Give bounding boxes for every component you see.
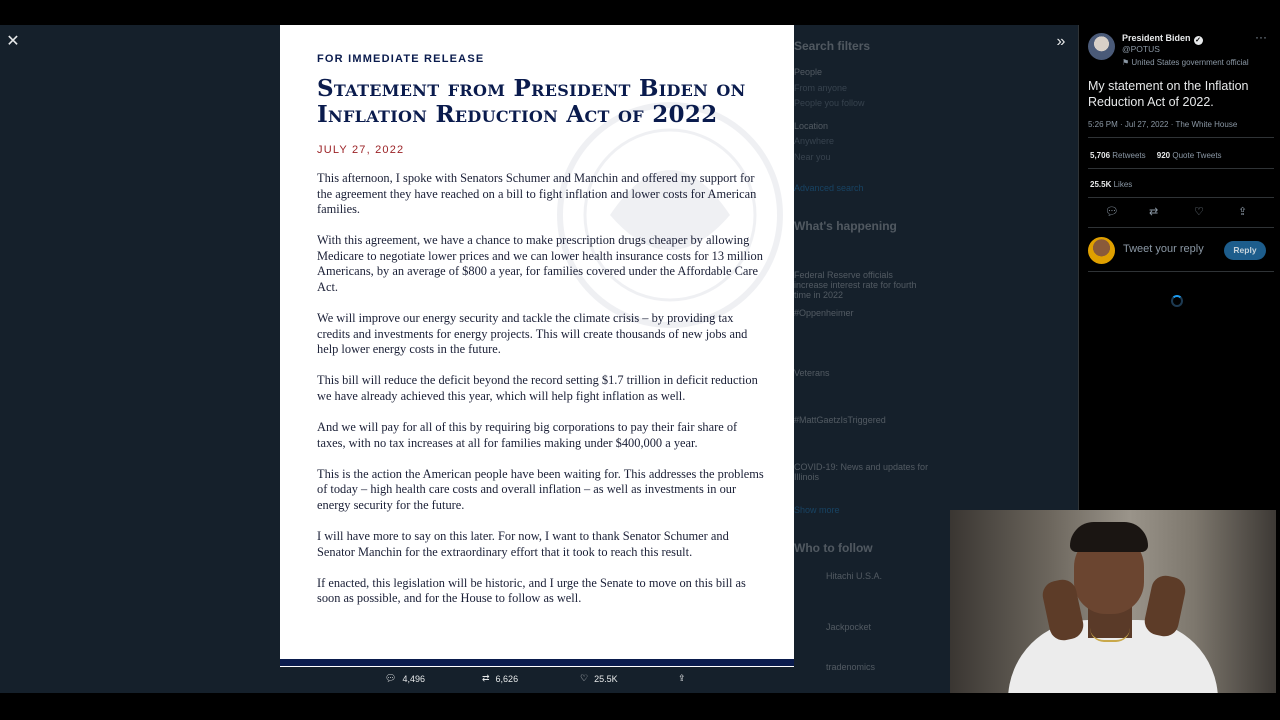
heart-icon[interactable]: ♡ — [1194, 206, 1204, 218]
search-filters-heading: Search filters — [794, 39, 871, 53]
release-paragraph: This bill will reduce the deficit beyond the record setting $1.7 trillion in deficit reduction we have already achieved this year, which will help fight inflation as well. — [317, 373, 758, 404]
double-chevron-right-icon[interactable]: » — [1056, 33, 1066, 50]
retweet-stats[interactable] — [1090, 151, 1222, 160]
release-paragraph: We will improve our energy security and tackle the climate crisis – by providing tax credits and investments for energy projects. This will create thousands of new jobs and help lower energy costs in the future. — [317, 311, 748, 357]
government-label — [1122, 58, 1249, 67]
from-anyone-option: From anyone — [794, 83, 848, 93]
display-name-text: President Biden — [1122, 33, 1191, 43]
divider — [1088, 168, 1274, 169]
flag-icon: ⚑ — [1122, 58, 1130, 67]
retweet-icon[interactable]: ⇄ — [1149, 206, 1159, 218]
divider — [1088, 197, 1274, 198]
reply-button[interactable]: Reply — [1224, 241, 1266, 260]
reply-action[interactable] — [385, 673, 425, 684]
people-label: People — [794, 67, 823, 77]
webcam-person-hair — [1070, 522, 1148, 552]
quote-tweets-count: 920 — [1156, 151, 1171, 160]
more-options-icon[interactable]: ··· — [1255, 30, 1267, 44]
reply-input[interactable]: Tweet your reply — [1123, 243, 1204, 255]
trend-item: Veterans — [794, 368, 830, 378]
release-paragraph: If enacted, this legislation will be historic, and I urge the Senate to move on this bill as soon as possible, and for the House to follow as well. — [317, 575, 746, 606]
trend-item: #MattGaetzIsTriggered — [794, 415, 886, 425]
retweets-count: 5,706 — [1090, 151, 1111, 160]
bottom-letterbox — [0, 693, 1280, 720]
document-footer-stripe — [280, 659, 794, 666]
trend-item: COVID-19: News and updates for Illinois — [794, 462, 929, 482]
reply-icon: 💬︎ — [385, 673, 397, 683]
trend-item: #Oppenheimer — [794, 308, 854, 318]
user-handle[interactable]: @POTUS — [1122, 44, 1160, 54]
quote-tweets-label: Quote Tweets — [1172, 151, 1222, 160]
press-release-image[interactable] — [280, 25, 794, 667]
verified-badge-icon: ✓ — [1195, 37, 1201, 44]
release-paragraph: This afternoon, I spoke with Senators Schumer and Manchin and offered my support for the agreement they have reached on a bill to fight inflation and lower costs for American families. — [317, 171, 757, 217]
divider — [1088, 227, 1274, 228]
reply-icon[interactable]: 💬︎ — [1105, 206, 1119, 218]
anywhere-option: Anywhere — [794, 136, 835, 146]
who-to-follow-heading: Who to follow — [794, 541, 873, 555]
release-paragraph: And we will pay for all of this by requiring big corporations to pay their fair share of taxes, with no tax increases at all for families making under $400,000 a year. — [317, 420, 738, 450]
avatar[interactable] — [1088, 33, 1115, 60]
share-icon[interactable]: ⇪ — [1238, 206, 1248, 218]
follow-suggestion: Jackpocket — [826, 622, 872, 632]
divider — [1088, 271, 1274, 272]
whats-happening-heading: What's happening — [794, 219, 897, 233]
likes-stats[interactable] — [1090, 180, 1132, 189]
tweet-meta: 5:26 PM · Jul 27, 2022 · The White House — [1088, 120, 1238, 129]
show-more-link: Show more — [794, 505, 840, 515]
retweet-count: 6,626 — [495, 673, 519, 684]
like-count: 25.5K — [594, 673, 618, 684]
loading-spinner-icon — [1171, 295, 1183, 307]
media-action-bar — [280, 667, 794, 693]
release-paragraph: With this agreement, we have a chance to make prescription drugs cheaper by allowing Medicare to negotiate lower prices and we can lower health insurance costs for 13 million Americans, by an average of $800 a year, for families covered under the Affordable Care Act. — [317, 233, 763, 295]
release-headline: Statement from President Biden on Inflation Reduction Act of 2022 — [317, 75, 746, 128]
reply-count: 4,496 — [402, 673, 425, 684]
avatar — [1088, 237, 1115, 264]
people-you-follow-option: People you follow — [794, 98, 865, 108]
tweet-text: My statement on the Inflation Reduction Act of 2022. — [1088, 79, 1249, 109]
advanced-search-link: Advanced search — [794, 183, 864, 193]
tweet-actions-row — [1088, 205, 1274, 221]
retweet-icon: ⇄ — [482, 673, 490, 683]
webcam-feed — [950, 510, 1276, 693]
follow-suggestion: Hitachi U.S.A. — [826, 571, 883, 581]
near-you-option: Near you — [794, 152, 831, 162]
like-action[interactable] — [580, 673, 618, 684]
release-paragraph: I will have more to say on this later. For now, I want to thank Senator Schumer and Senator Manchin for the extraordinary effort that it took to reach this result. — [317, 529, 729, 559]
release-date: JULY 27, 2022 — [317, 144, 405, 156]
close-icon[interactable]: ✕ — [6, 33, 20, 50]
likes-count: 25.5K — [1090, 180, 1112, 189]
likes-label: Likes — [1113, 180, 1133, 189]
webcam-person-hand — [1142, 573, 1188, 639]
heart-icon: ♡ — [580, 673, 589, 683]
divider — [1088, 137, 1274, 138]
top-letterbox — [0, 0, 1280, 25]
trend-item: Federal Reserve officials increase interest rate for fourth time in 2022 — [794, 270, 917, 300]
share-icon: ⇪ — [678, 673, 686, 683]
follow-suggestion: tradenomics — [826, 662, 876, 672]
release-paragraph: This is the action the American people have been waiting for. This addresses the problems of today – high health care costs and overall inflation – as well as investments in our energy security for the future. — [317, 466, 764, 512]
release-kicker: FOR IMMEDIATE RELEASE — [317, 53, 485, 65]
location-label: Location — [794, 121, 829, 131]
retweet-action[interactable] — [482, 673, 518, 684]
share-action[interactable] — [678, 673, 686, 684]
government-label-text: United States government official — [1131, 58, 1249, 67]
retweets-label: Retweets — [1112, 151, 1146, 160]
